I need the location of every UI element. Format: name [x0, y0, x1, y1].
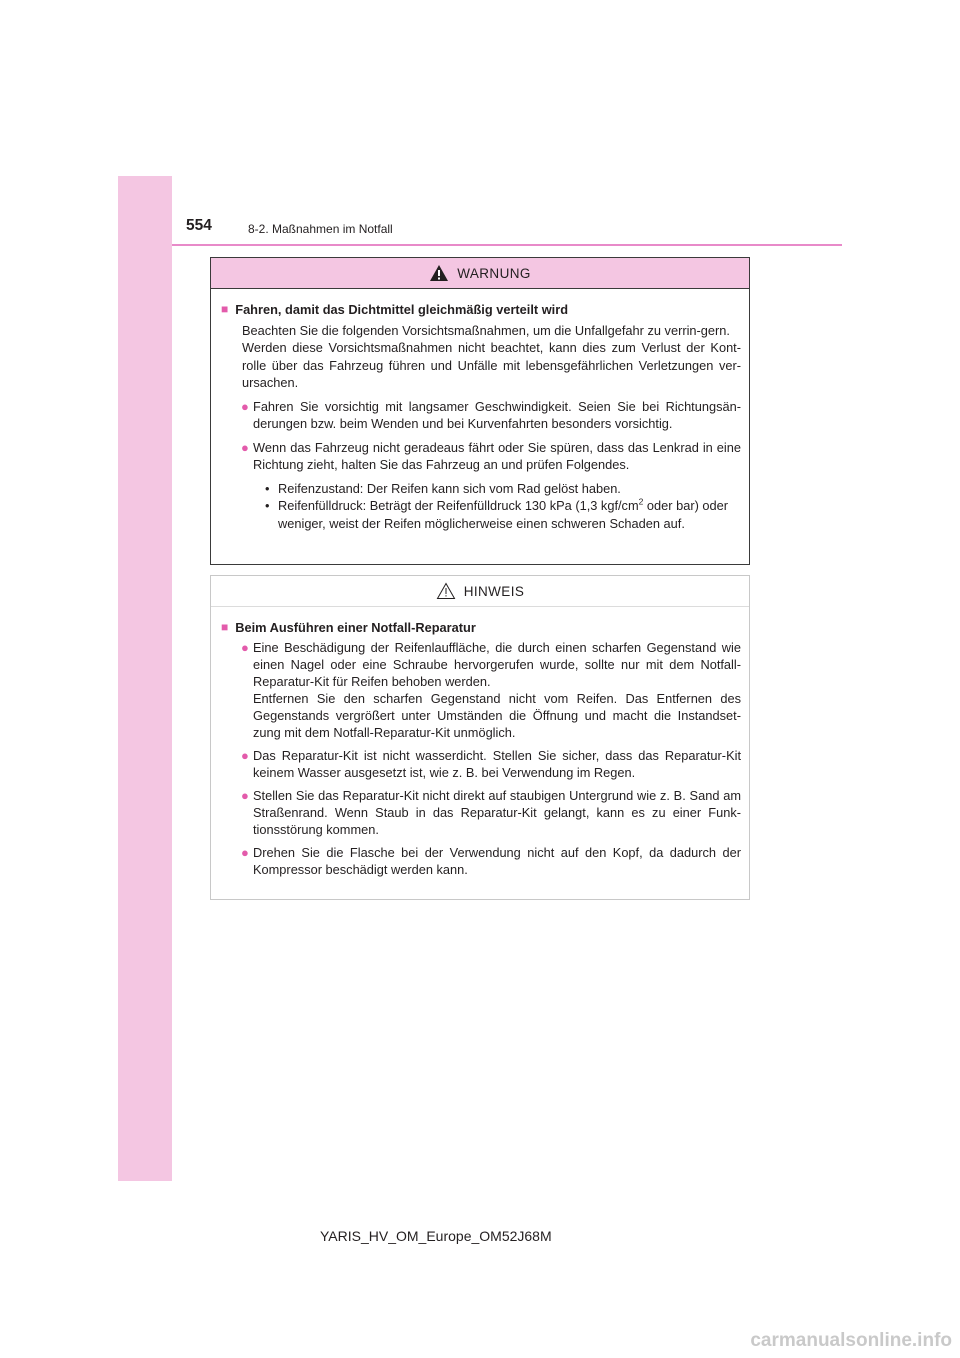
page-number: 554 [186, 217, 212, 234]
circle-bullet-icon: ● [241, 788, 249, 803]
warning-heading-text: Fahren, damit das Dichtmittel gleichmäßig verteilt wird [235, 302, 569, 317]
list-item: ● Eine Beschädigung der Reifenlauffläche, die durch einen scharfen Gegenstand wie einen Nagel oder eine Schraube hervorgerufen wurde, sollte nur mit dem Notfall-Reparatur-Kit für Reifen behoben werden. Entfernen Sie den scharfen Gegenstand nicht vom Reifen. Das Entfernen des Gegenstands vergrößert unter Umständen die Öffnung und macht die Instandset-zung mit dem Notfall-Reparatur-Kit unmöglich. [241, 640, 741, 740]
square-bullet-icon: ■ [221, 302, 229, 316]
square-bullet-icon: ■ [221, 620, 229, 634]
warning-triangle-icon [429, 264, 449, 282]
check-list [221, 480, 741, 533]
notice-box [210, 575, 750, 900]
notice-body [211, 607, 749, 878]
header-rule [172, 244, 842, 246]
circle-bullet-icon: ● [241, 398, 249, 414]
warning-box [210, 257, 750, 565]
list-item: ● Das Reparatur-Kit ist nicht wasserdicht. Stellen Sie sicher, dass das Reparatur-Kit keinem Wasser ausgesetzt ist, wie z. B. bei Verwendung im Regen. [241, 748, 741, 780]
warning-intro-2: Werden diese Vorsichtsmaßnahmen nicht beachtet, kann dies zum Verlust der Kont-rolle über das Fahrzeug führen und Unfälle mit lebensgefährlichen Verletzungen ver-ursachen. [242, 340, 741, 390]
notice-heading-text: Beim Ausführen einer Notfall-Reparatur [235, 620, 476, 635]
notice-title: HINWEIS [463, 583, 525, 599]
circle-bullet-icon: ● [241, 439, 249, 455]
warning-heading [221, 301, 741, 319]
warning-intro: Beachten Sie die folgenden Vorsichtsmaßnahmen, um die Unfallgefahr zu verrin-gern. [242, 322, 730, 338]
circle-bullet-icon: ● [241, 845, 249, 860]
list-item: ● Stellen Sie das Reparatur-Kit nicht direkt auf staubigen Untergrund wie z. B. Sand am Straßenrand. Wenn Staub in das Reparatur-Kit gelangt, kann es zu einer Funk-tionsstörung kommen. [241, 788, 741, 837]
side-color-strip [118, 176, 172, 1181]
notice-heading [221, 619, 741, 636]
circle-bullet-icon: ● [241, 748, 249, 763]
watermark: carmanualsonline.info [750, 1330, 952, 1351]
warning-title: WARNUNG [457, 265, 531, 281]
notice-header [211, 576, 749, 607]
list-item: ● Wenn das Fahrzeug nicht geradeaus fährt oder Sie spüren, dass das Lenkrad in eine Richtung zieht, halten Sie das Fahrzeug an und prüfen Folgendes. [241, 439, 741, 472]
sub-list-item: • Reifenfülldruck: Beträgt der Reifenfülldruck 130 kPa (1,3 kgf/$cm^2$ oder bar) oder weniger, weist der Reifen möglicherweise einen schweren Schaden auf. [265, 496, 729, 531]
document-id: YARIS_HV_OM_Europe_OM52J68M [320, 1228, 552, 1244]
list-item: ● Fahren Sie vorsichtig mit langsamer Geschwindigkeit. Seien Sie bei Richtungsän-derungen bzw. beim Wenden und bei Kurvenfahrten besonders vorsichtig. [241, 398, 741, 431]
sub-list-item: • Reifenzustand: Der Reifen kann sich vom Rad gelöst haben. [265, 480, 621, 496]
section-title: 8-2. Maßnahmen im Notfall [248, 222, 393, 236]
warning-body [211, 289, 749, 532]
notice-triangle-icon [436, 582, 456, 600]
circle-bullet-icon: ● [241, 640, 249, 655]
list-item: ● Drehen Sie die Flasche bei der Verwendung nicht auf den Kopf, da dadurch der Kompressor beschädigt werden kann. [241, 845, 741, 877]
warning-header [211, 258, 749, 289]
